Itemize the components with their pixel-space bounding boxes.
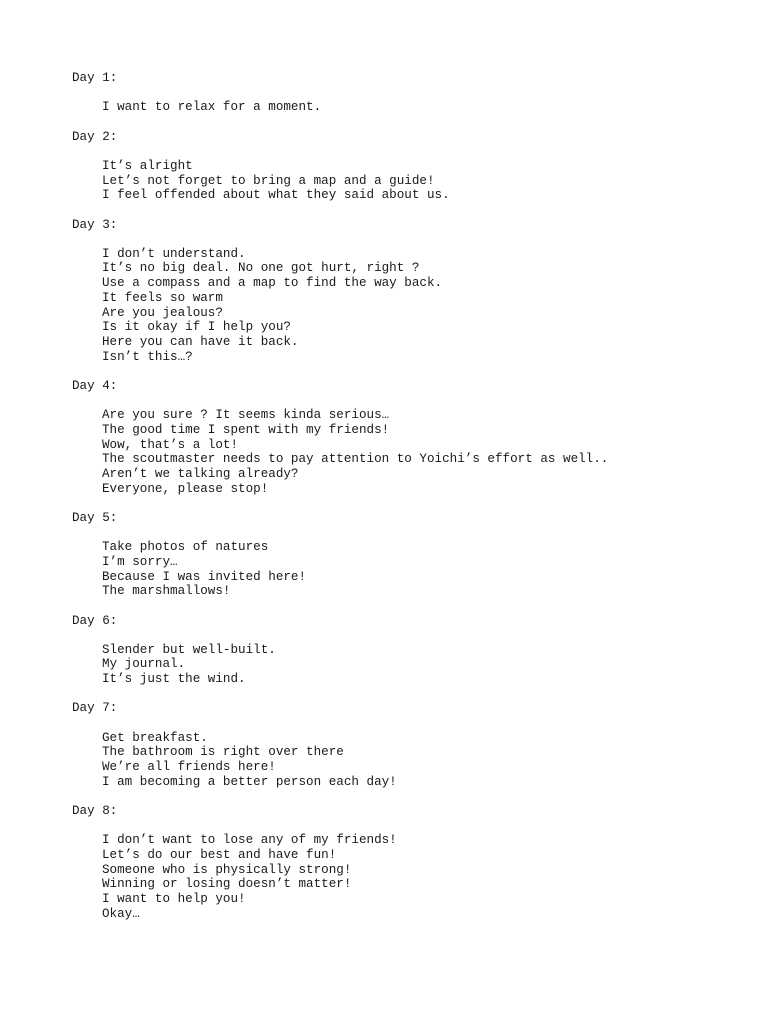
entry-line: Aren’t we talking already? [102,466,299,481]
entry-line: It’s no big deal. No one got hurt, right ? [102,261,420,276]
day-section [72,701,608,789]
entry-line: Use a compass and a map to find the way back. [102,276,443,291]
day-heading: Day 3: [72,217,118,232]
day-heading: Day 4: [72,378,118,393]
entry-line: Let’s do our best and have fun! [102,848,337,863]
day-heading: Day 6: [72,613,118,628]
day-section [72,379,608,496]
day-section [72,614,608,687]
entry-line: Slender but well-built. [102,642,276,657]
day-heading: Day 8: [72,804,118,819]
entry-line: I’m sorry… [102,554,178,569]
day-section [72,218,608,365]
day-heading: Day 2: [72,129,118,144]
entry-line: I don’t understand. [102,246,246,261]
entry-line: The bathroom is right over there [102,745,344,760]
entry-line: I want to help you! [102,892,246,907]
entry-line: The good time I spent with my friends! [102,422,390,437]
day-entries [72,100,608,115]
entry-line: Are you jealous? [102,305,223,320]
entry-line: Take photos of natures [102,540,269,555]
day-heading: Day 7: [72,701,118,716]
entry-line: It’s alright [102,158,193,173]
day-heading: Day 1: [72,71,118,85]
entry-line: I want to relax for a moment. [102,100,322,115]
day-entries [72,540,608,599]
day-section [72,71,608,115]
entry-line: Are you sure ? It seems kinda serious… [102,408,390,423]
entry-line: I am becoming a better person each day! [102,774,397,789]
day-entries [72,247,608,365]
entry-line: It’s just the wind. [102,672,246,687]
day-entries [72,731,608,790]
day-section [72,804,608,921]
entry-line: It feels so warm [102,290,223,305]
entry-line: Get breakfast. [102,730,208,745]
day-entries [72,408,608,496]
entry-line: Let’s not forget to bring a map and a guide! [102,173,435,188]
day-heading: Day 5: [72,510,118,525]
entry-line: The scoutmaster needs to pay attention to Yoichi’s effort as well.. [102,452,609,467]
entry-line: My journal. [102,657,186,672]
entry-line: Here you can have it back. [102,334,299,349]
entry-line: We’re all friends here! [102,760,276,775]
day-section [72,130,608,203]
entry-line: I feel offended about what they said about us. [102,188,450,203]
entry-line: Winning or losing doesn’t matter! [102,877,352,892]
day-section [72,511,608,599]
day-entries [72,833,608,921]
document-body [72,71,608,936]
entry-line: Isn’t this…? [102,349,193,364]
entry-line: Someone who is physically strong! [102,862,352,877]
entry-line: Because I was invited here! [102,569,307,584]
entry-line: The marshmallows! [102,584,231,599]
entry-line: Okay… [102,906,140,921]
entry-line: I don’t want to lose any of my friends! [102,833,397,848]
entry-line: Everyone, please stop! [102,481,269,496]
entry-line: Is it okay if I help you? [102,320,291,335]
day-entries [72,159,608,203]
entry-line: Wow, that’s a lot! [102,437,239,452]
day-entries [72,643,608,687]
